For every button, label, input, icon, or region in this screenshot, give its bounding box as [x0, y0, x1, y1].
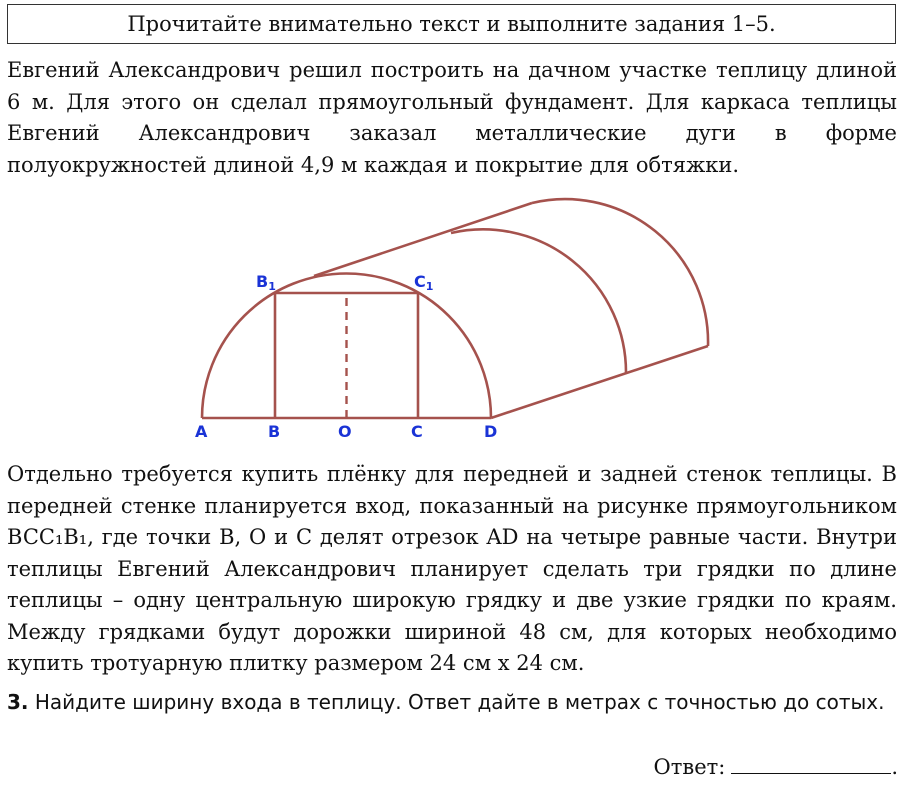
answer-row: [654, 752, 898, 782]
label-D: D: [484, 422, 498, 441]
task-number: 3.: [7, 690, 29, 714]
answer-blank[interactable]: [731, 753, 891, 774]
task-3: [7, 686, 897, 718]
back-arch: [451, 229, 626, 373]
label-B: B: [268, 422, 281, 441]
ground-right-edge: [491, 346, 708, 418]
label-C: C: [411, 422, 423, 441]
label-B1: B1: [256, 272, 276, 293]
back-wall-arch: [532, 199, 708, 346]
instruction-text: Прочитайте внимательно текст и выполните задания 1–5.: [127, 12, 776, 36]
label-A: A: [195, 422, 208, 441]
label-O: O: [338, 422, 352, 441]
label-C1: C1: [414, 272, 434, 293]
roof-ridge-edge: [314, 203, 532, 276]
task-text: Найдите ширину входа в теплицу. Ответ дайте в метрах с точностью до сотых.: [34, 690, 885, 714]
answer-terminator: .: [891, 755, 898, 779]
body-paragraph: Отдельно требуется купить плёнку для передней и задней стенок теплицы. В передней стенке планируется вход, показанный на рисунке прямоугольником BCC₁B₁, где точки B, O и C делят отрезок AD на четыре равные части. Внутри теплицы Евгений Александрович планирует сделать три грядки по длине теплицы – одну центральную широкую грядку и две узкие грядки по краям. Между грядками будут дорожки шириной 48 см, для которых необходимо купить тротуарную плитку размером 24 см х 24 см.: [7, 462, 897, 675]
answer-label: Ответ:: [653, 755, 726, 779]
intro-paragraph: Евгений Александрович решил построить на дачном участке теплицу длиной 6 м. Для этого он сделал прямоугольный фундамент. Для каркаса теплицы Евгений Александрович заказал металлические дуги в форме полуокружностей длиной 4,9 м каждая и покрытие для обтяжки.: [7, 58, 897, 177]
